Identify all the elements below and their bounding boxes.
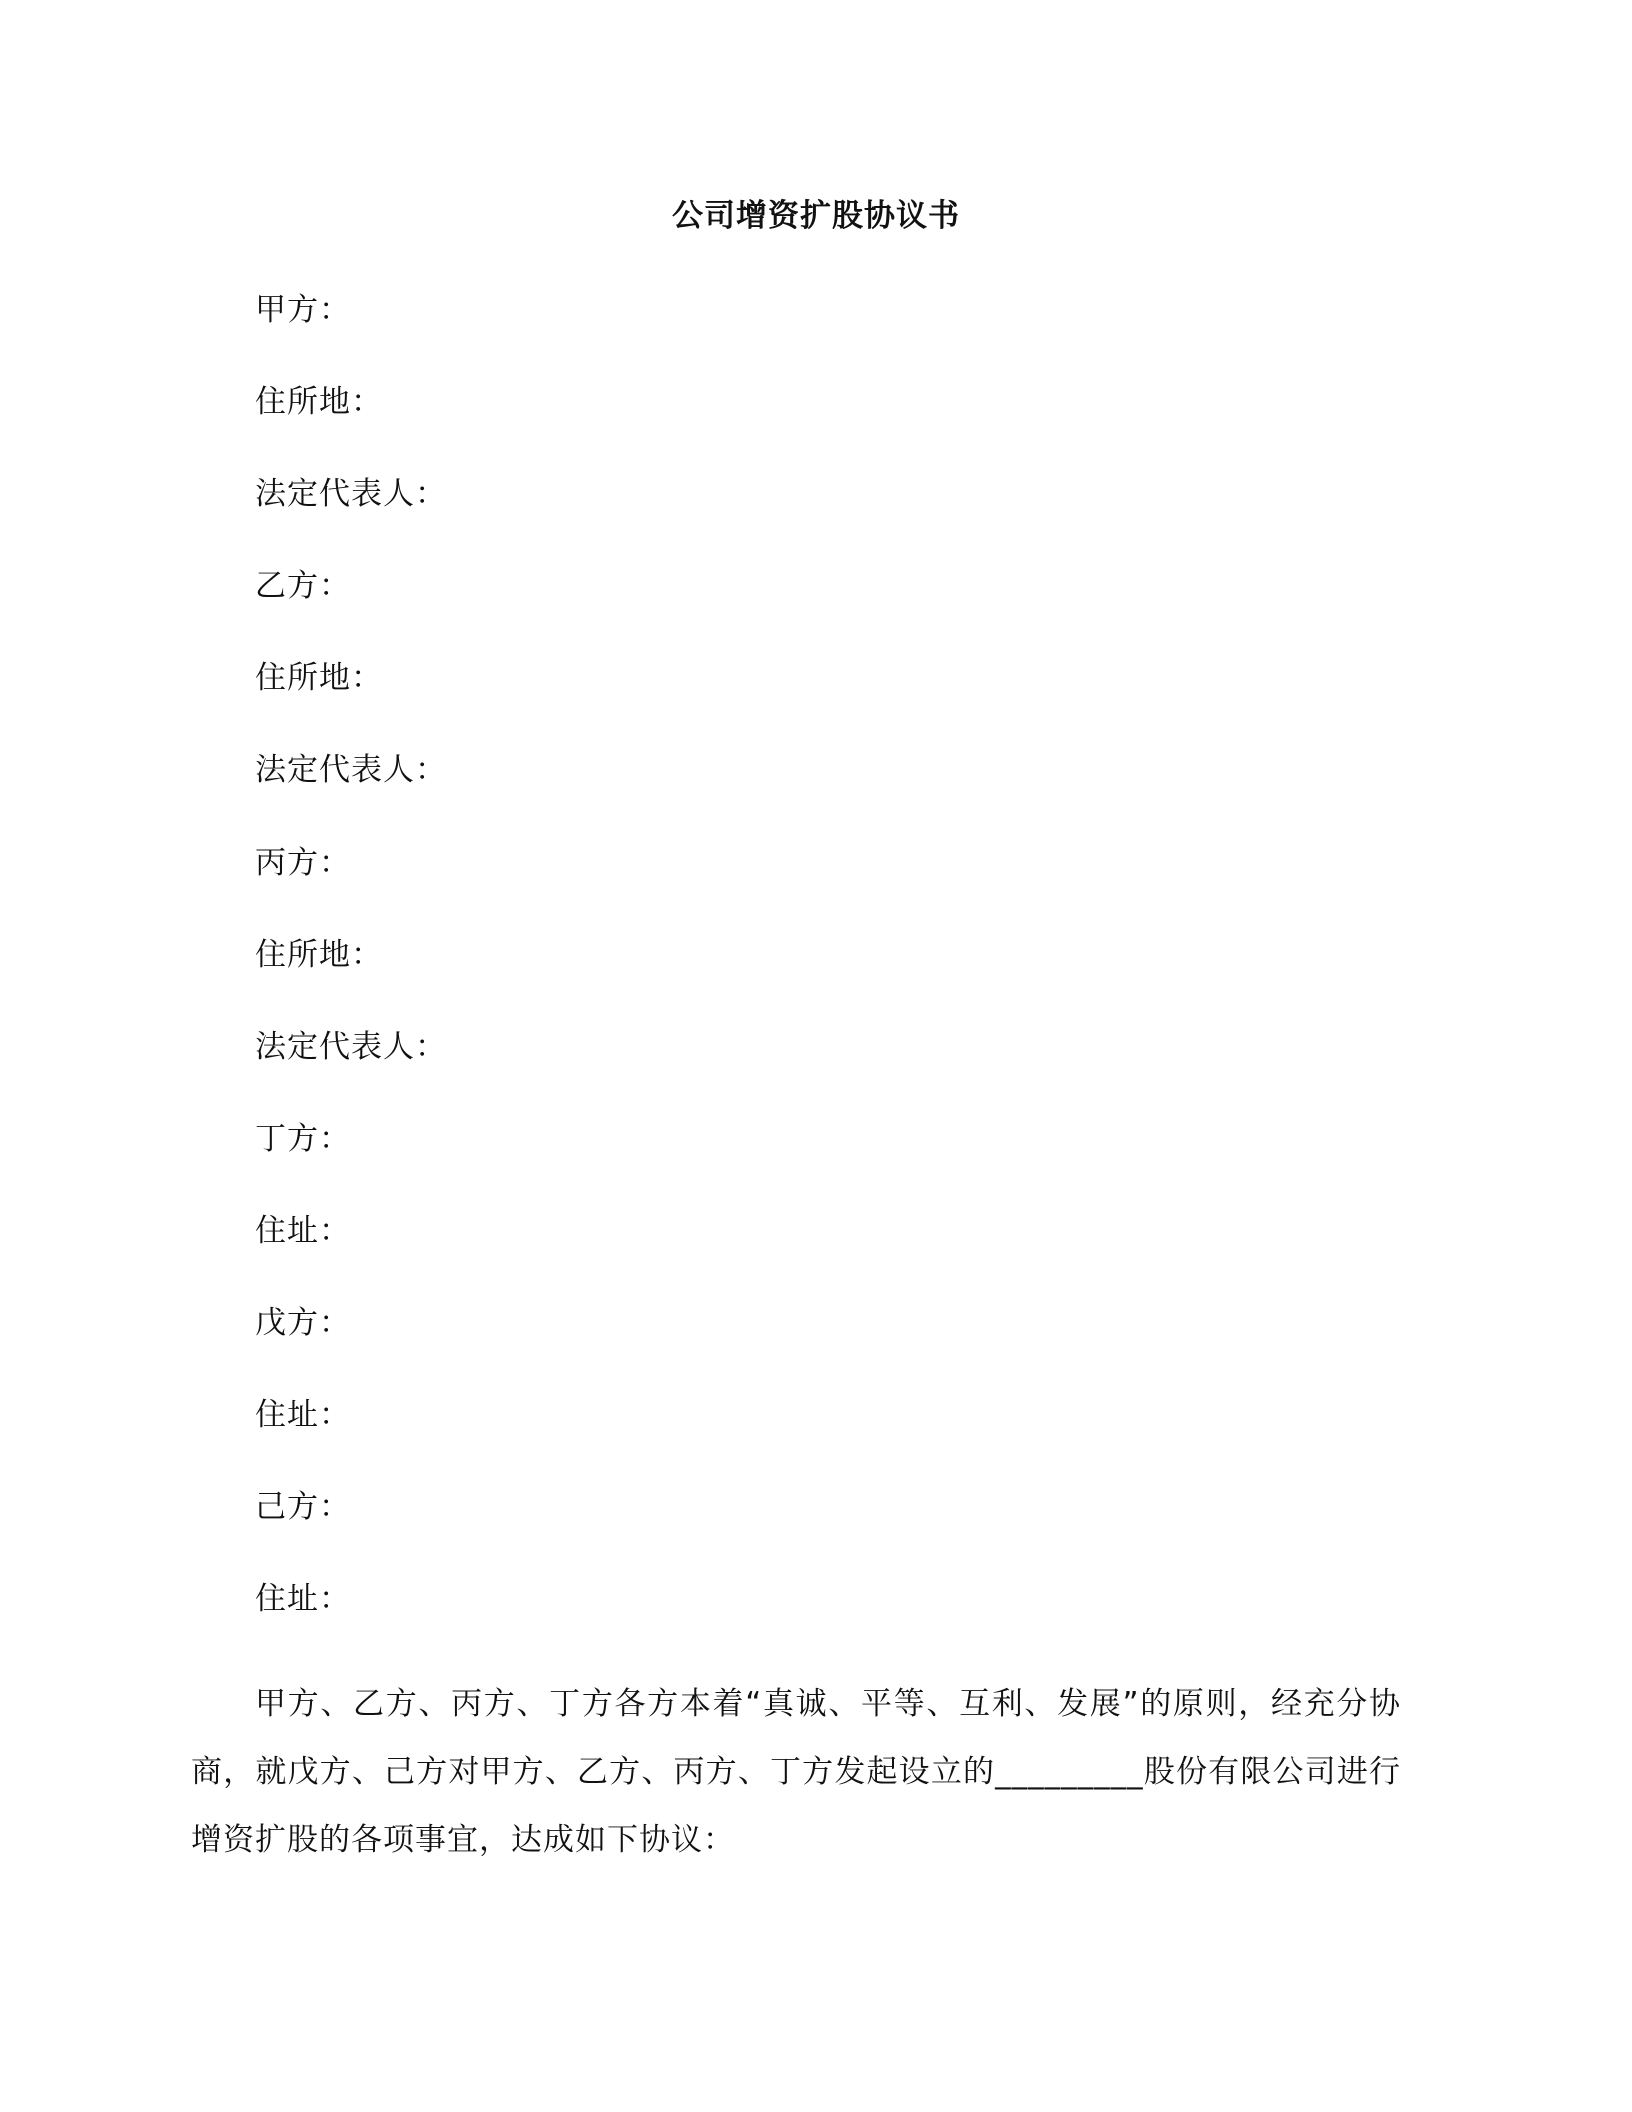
party-a-label: 甲方：: [255, 292, 351, 328]
party-b-label: 乙方：: [255, 568, 351, 604]
intro-paragraph: 甲方、乙方、丙方、丁方各方本着“真诚、平等、互利、发展”的原则，经充分协商，就戊方、己方对甲方、乙方、丙方、丁方发起设立的_________股份有限公司进行增资扩股的各项事宜，达成如下协议：: [191, 1686, 1401, 1858]
party-e-address-label: 住址：: [255, 1397, 351, 1433]
party-f-address-label: 住址：: [255, 1581, 351, 1617]
document-title: 公司增资扩股协议书: [672, 198, 960, 234]
party-b-address-label: 住所地：: [255, 660, 383, 696]
party-d-address-label: 住址：: [255, 1213, 351, 1249]
party-c-label: 丙方：: [255, 845, 351, 881]
party-d-label: 丁方：: [255, 1121, 351, 1157]
party-f-label: 己方：: [255, 1489, 351, 1525]
party-c-address-label: 住所地：: [255, 937, 383, 973]
party-a-address-label: 住所地：: [255, 384, 383, 420]
party-b-legal-rep-label: 法定代表人：: [255, 752, 447, 788]
party-a-legal-rep-label: 法定代表人：: [255, 476, 447, 512]
party-c-legal-rep-label: 法定代表人：: [255, 1029, 447, 1065]
party-e-label: 戊方：: [255, 1305, 351, 1341]
